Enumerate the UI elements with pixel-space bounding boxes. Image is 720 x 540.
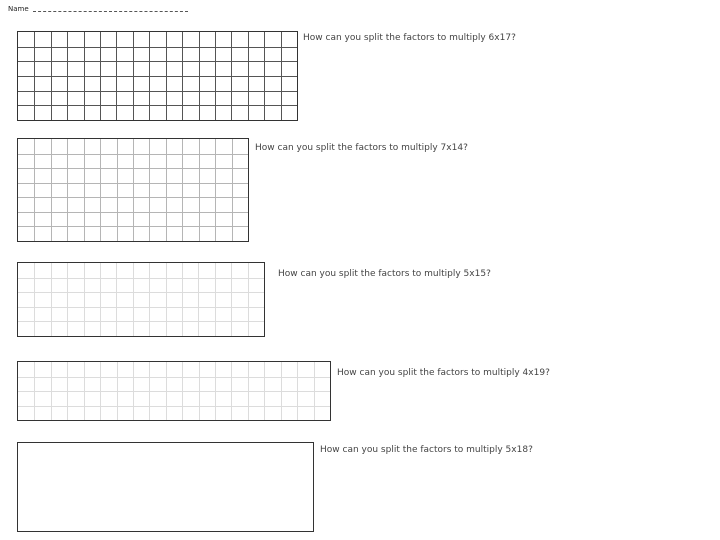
grid-lines bbox=[18, 32, 297, 120]
grid-lines bbox=[18, 362, 330, 420]
question-7x14: How can you split the factors to multiply 7x14? bbox=[255, 143, 468, 153]
blank-answer-box-5x18[interactable] bbox=[17, 442, 314, 532]
question-4x19: How can you split the factors to multiply 4x19? bbox=[337, 368, 550, 378]
name-blank-line[interactable] bbox=[33, 11, 188, 12]
array-grid-4x19 bbox=[17, 361, 331, 421]
question-6x17: How can you split the factors to multiply 6x17? bbox=[303, 33, 516, 43]
array-grid-6x17 bbox=[17, 31, 298, 121]
name-label: Name bbox=[8, 5, 29, 13]
array-grid-7x14 bbox=[17, 138, 249, 242]
grid-lines bbox=[18, 443, 313, 531]
question-5x15: How can you split the factors to multiply 5x15? bbox=[278, 269, 491, 279]
name-field-row bbox=[8, 5, 188, 13]
grid-lines bbox=[18, 263, 264, 336]
array-grid-5x15 bbox=[17, 262, 265, 337]
question-5x18: How can you split the factors to multiply 5x18? bbox=[320, 445, 533, 455]
grid-lines bbox=[18, 139, 248, 241]
